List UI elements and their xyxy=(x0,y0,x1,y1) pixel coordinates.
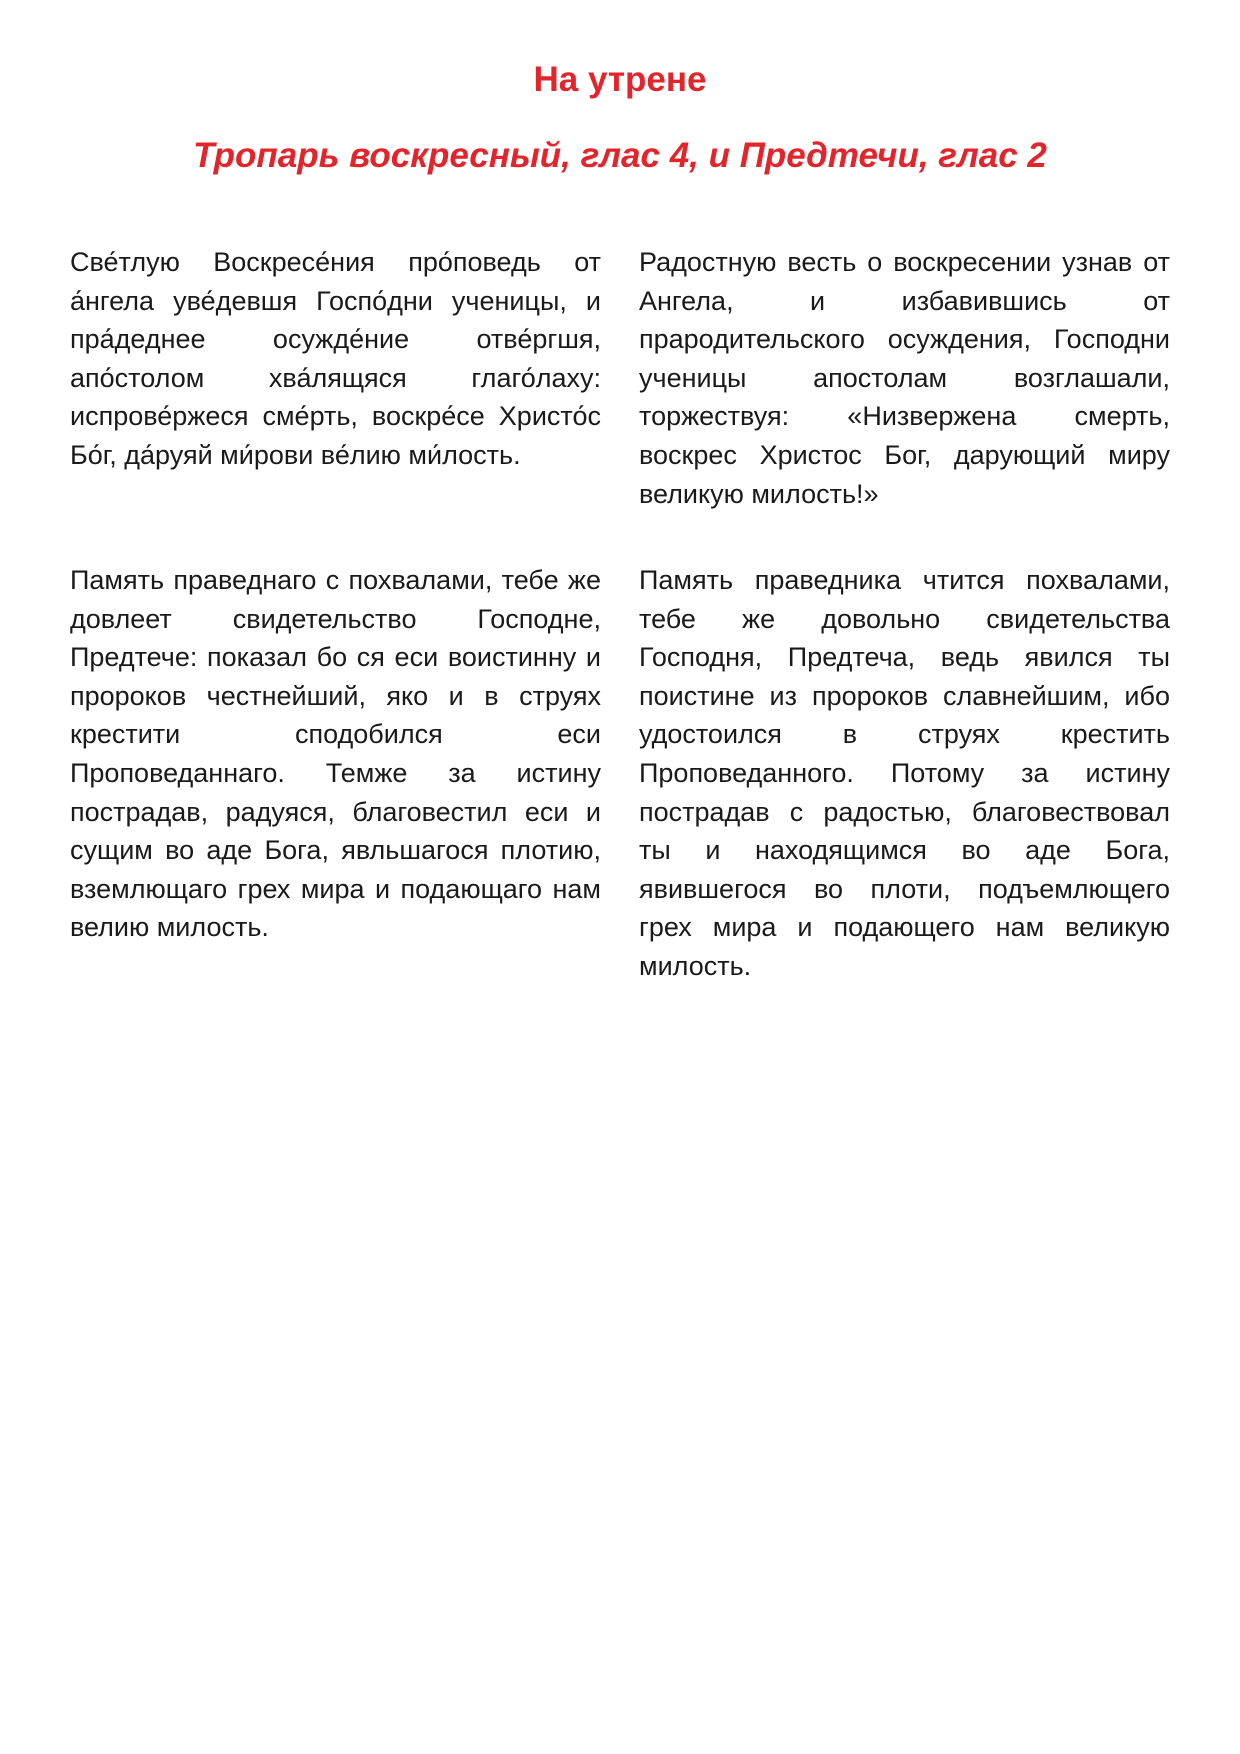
page-heading: На утрене xyxy=(533,60,707,99)
troparion-forerunner xyxy=(70,561,1170,986)
troparion-resurrection xyxy=(70,243,1170,513)
troparion-title: Тропарь воскресный, глас 4, и Предтечи, глас 2 xyxy=(193,136,1047,175)
church-slavonic-text: Све́тлую Воскресе́ния про́поведь от а́нгела уве́девшя Госпо́дни ученицы, и пра́деднее осужде́ние отве́ргшя, апо́столом хва́лящяся глаго́лаху: испрове́ржеся сме́рть, воскре́се Христо́с Бо́г, да́руяй ми́рови ве́лию ми́лость. xyxy=(70,247,601,470)
russian-translation-text: Радостную весть о воскресении узнав от Ангела, и избавившись от прародительского осуждения, Господни ученицы апостолам возглашали, торжествуя: «Низвержена смерть, воскрес Христос Бог, дарующий миру великую милость!» xyxy=(639,247,1170,509)
church-slavonic-text: Память праведнаго с похвалами, тебе же довлеет свидетельство Господне, Предтече: показал бо ся еси воистинну и пророков честнейший, яко и в струях крестити сподобился еси Проповеданнаго. Темже за истину пострадав, радуяся, благовестил еси и сущим во аде Бога, явльшагося плотию, вземлющаго грех мира и подающаго нам велию милость. xyxy=(70,565,601,943)
russian-translation-text: Память праведника чтится похвалами, тебе же довольно свидетельства Господня, Предтеча, ведь явился ты поистине из пророков славнейшим, ибо удостоился в струях крестить Проповеданного. Потому за истину пострадав с радостью, благовествовал ты и находящимся во аде Бога, явившегося во плоти, подъемлющего грех мира и подающего нам великую милость. xyxy=(639,565,1170,981)
